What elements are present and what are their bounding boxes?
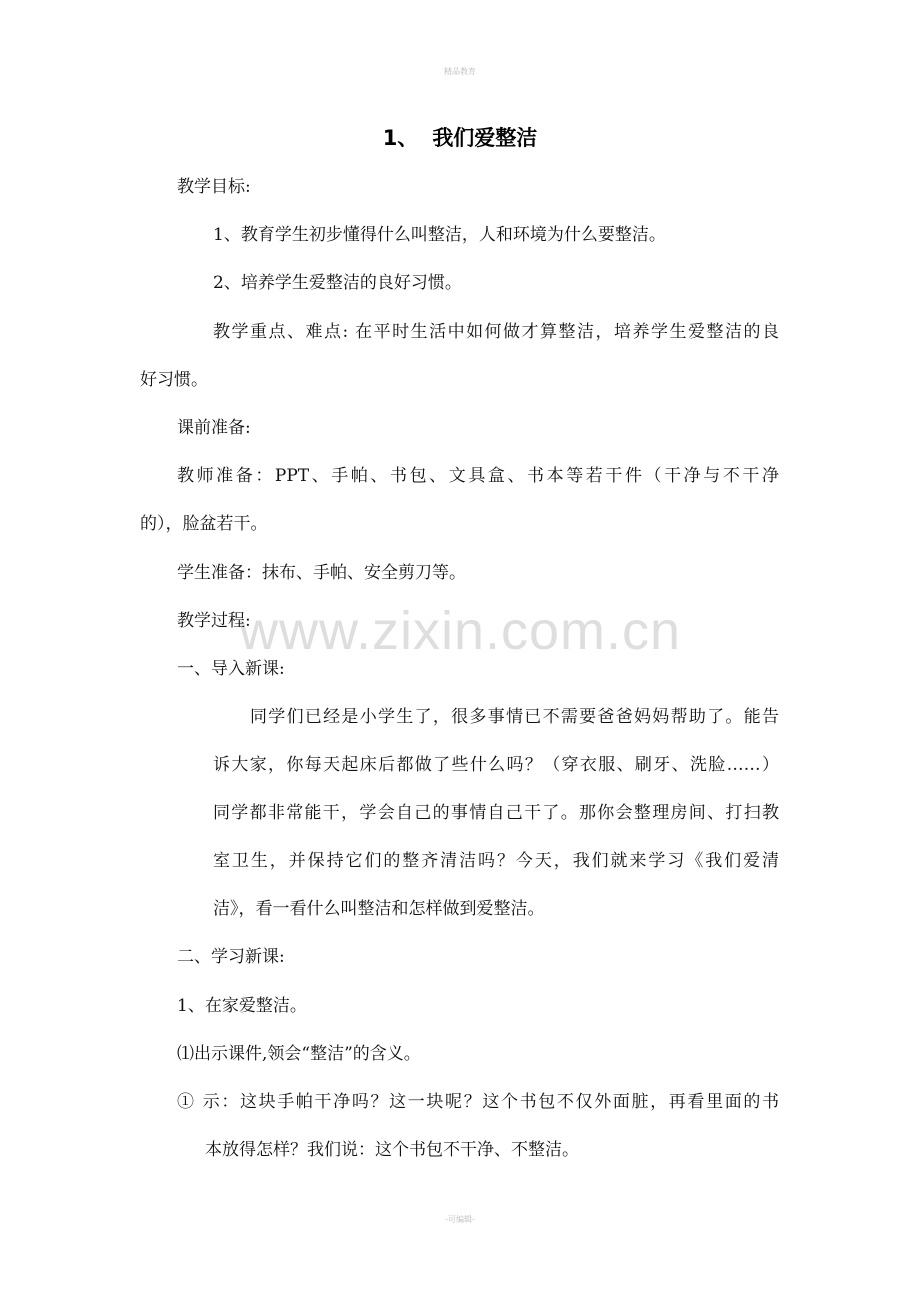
intro-line-5: 洁》，看一看什么叫整洁和怎样做到爱整洁。 — [213, 899, 545, 919]
section-2-heading: 二、学习新课: — [177, 947, 285, 967]
key-points-line-1: 教学重点、难点: 在平时生活中如何做才算整洁，培养学生爱整洁的良 — [213, 322, 779, 342]
footer-mark: -可编辑- — [445, 1215, 475, 1224]
intro-line-3: 同学都非常能干，学会自己的事情自己干了。那你会整理房间、打扫教 — [213, 803, 779, 823]
goals-heading: 教学目标: — [177, 177, 251, 197]
teacher-prep-line-2: 的），脸盆若干。 — [140, 514, 268, 534]
title-number: 1、 — [382, 126, 419, 150]
item-1: ⑴出示课件,领会“整洁”的含义。 — [177, 1044, 421, 1064]
page-title — [0, 122, 920, 152]
title-text: 我们爱整洁 — [432, 126, 538, 150]
item-1a-line-2: 本放得怎样？我们说：这个书包不干净、不整洁。 — [205, 1140, 579, 1160]
prep-heading: 课前准备: — [177, 418, 251, 438]
goal-item-1: 1、教育学生初步懂得什么叫整洁，人和环境为什么要整洁。 — [213, 225, 666, 245]
subsection-1: 1、在家爱整洁。 — [177, 996, 307, 1016]
goal-item-2: 2、培养学生爱整洁的良好习惯。 — [213, 273, 462, 293]
process-heading: 教学过程: — [177, 611, 251, 631]
intro-line-4: 室卫生，并保持它们的整齐清洁吗？今天，我们就来学习《我们爱清 — [213, 851, 779, 871]
teacher-prep-line-1: 教师准备：PPT、手帕、书包、文具盒、书本等若干件（干净与不干净 — [177, 466, 779, 486]
intro-line-2: 诉大家，你每天起床后都做了些什么吗？（穿衣服、刷牙、洗脸……） — [213, 755, 779, 775]
key-points-line-2: 好习惯。 — [140, 370, 208, 390]
intro-line-1: 同学们已经是小学生了，很多事情已不需要爸爸妈妈帮助了。能告 — [250, 707, 779, 727]
header-mark: 精品教育 — [444, 67, 476, 76]
item-1a-line-1: ① 示：这块手帕干净吗？这一块呢？这个书包不仅外面脏，再看里面的书 — [177, 1092, 779, 1112]
section-1-heading: 一、导入新课: — [177, 659, 285, 679]
student-prep: 学生准备：抹布、手帕、安全剪刀等。 — [177, 563, 466, 583]
watermark-text: www.zixin.com.cn — [238, 601, 682, 661]
